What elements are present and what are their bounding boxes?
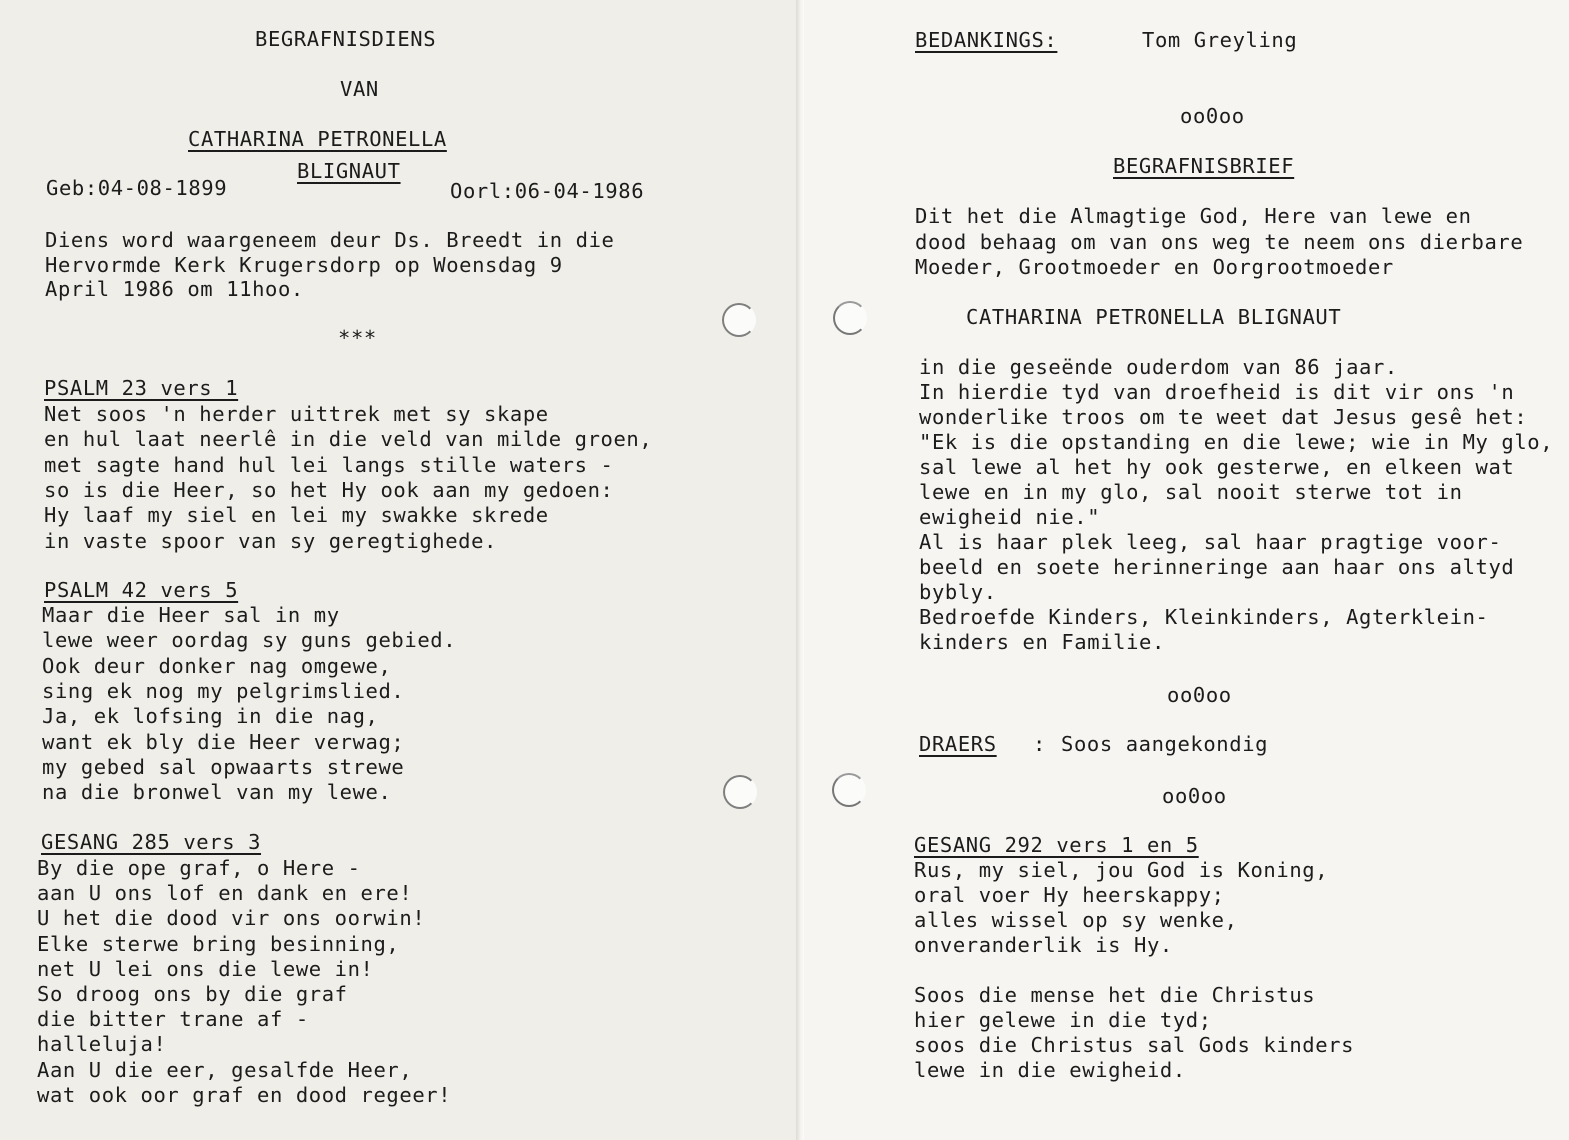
draers-colon: : (1033, 732, 1046, 756)
text-line: "Ek is die opstanding en die lewe; wie in My glo, (919, 430, 1554, 454)
psalm23-heading: PSALM 23 vers 1 (44, 376, 239, 400)
binder-hole (833, 301, 867, 335)
draers-label: DRAERS (919, 732, 997, 756)
service-title: BEGRAFNISDIENS (255, 27, 437, 51)
text-line: lewe en in my glo, sal nooit sterwe tot in (919, 480, 1463, 504)
text-line: Ja, ek lofsing in die nag, (42, 704, 379, 729)
text-line: net U lei ons die lewe in! (37, 956, 374, 981)
birth-date: Geb:04-08-1899 (46, 176, 228, 200)
separator: oo0oo (1162, 784, 1227, 808)
separator: *** (338, 326, 377, 350)
text-line: soos die Christus sal Gods kinders (914, 1033, 1355, 1057)
text-line: alles wissel op sy wenke, (914, 908, 1238, 932)
text-line: lewe weer oordag sy guns gebied. (42, 628, 457, 653)
text-line: Diens word waargeneem deur Ds. Breedt in die (45, 228, 615, 252)
text-line: Moeder, Grootmoeder en Oorgrootmoeder (915, 255, 1394, 279)
text-line: dood behaag om van ons weg te neem ons dierbare (915, 229, 1524, 254)
text-line: Hervormde Kerk Krugersdorp op Woensdag 9 (45, 252, 563, 277)
text-line: In hierdie tyd van droefheid is dit vir ons 'n (919, 380, 1515, 404)
deceased-full-name: CATHARINA PETRONELLA BLIGNAUT (966, 305, 1342, 329)
text-line: hier gelewe in die tyd; (914, 1008, 1212, 1032)
gesang285-heading: GESANG 285 vers 3 (41, 830, 262, 854)
text-line: die bitter trane af - (37, 1007, 309, 1032)
text-line: onveranderlik is Hy. (914, 933, 1173, 957)
van-label: VAN (340, 77, 379, 101)
text-line: in die geseënde ouderdom van 86 jaar. (919, 355, 1398, 379)
text-line: sing ek nog my pelgrimslied. (42, 678, 405, 703)
deceased-name-line1: CATHARINA PETRONELLA (188, 127, 447, 151)
text-line: in vaste spoor van sy geregtighede. (44, 528, 497, 553)
separator: oo0oo (1180, 104, 1245, 128)
gesang292-heading: GESANG 292 vers 1 en 5 (914, 833, 1199, 857)
text-line: want ek bly die Heer verwag; (42, 729, 405, 754)
text-line: Rus, my siel, jou God is Koning, (914, 858, 1329, 882)
text-line: Hy laaf my siel en lei my swakke skrede (44, 503, 549, 528)
text-line: Bedroefde Kinders, Kleinkinders, Agterklein- (919, 605, 1489, 629)
binder-hole (832, 773, 866, 807)
binder-hole (722, 303, 756, 337)
text-line: lewe in die ewigheid. (914, 1058, 1186, 1082)
text-line: So droog ons by die graf (37, 982, 348, 1006)
text-line: wat ook oor graf en dood regeer! (37, 1082, 452, 1107)
text-line: Elke sterwe bring besinning, (37, 931, 400, 956)
text-line: Soos die mense het die Christus (914, 983, 1316, 1007)
text-line: met sagte hand hul lei langs stille waters - (44, 452, 614, 477)
text-line: U het die dood vir ons oorwin! (37, 906, 426, 931)
text-line: Net soos 'n herder uittrek met sy skape (44, 402, 549, 426)
psalm42-heading: PSALM 42 vers 5 (44, 578, 239, 602)
text-line: na die bronwel van my lewe. (42, 780, 392, 805)
draers-text: Soos aangekondig (1061, 732, 1269, 756)
begrafnisbrief-title: BEGRAFNISBRIEF (1113, 154, 1295, 178)
text-line: Maar die Heer sal in my (42, 603, 340, 627)
text-line: ewigheid nie." (919, 505, 1101, 529)
text-line: April 1986 om 11hoo. (45, 277, 304, 301)
text-line: Dit het die Almagtige God, Here van lewe en (915, 204, 1472, 228)
text-line: sal lewe al het hy ook gesterwe, en elkeen wat (919, 455, 1515, 479)
text-line: By die ope graf, o Here - (37, 856, 361, 880)
text-line: en hul laat neerlê in die veld van milde groen, (44, 427, 653, 452)
text-line: bybly. (919, 580, 997, 604)
text-line: my gebed sal opwaarts strewe (42, 754, 405, 779)
separator: oo0oo (1167, 683, 1232, 707)
text-line: Al is haar plek leeg, sal haar pragtige voor- (919, 530, 1502, 554)
text-line: beeld en soete herinneringe aan haar ons altyd (919, 555, 1515, 579)
deceased-name-line2: BLIGNAUT (297, 159, 401, 183)
text-line: wonderlike troos om te weet dat Jesus gesê het: (919, 405, 1528, 429)
text-line: oral voer Hy heerskappy; (914, 883, 1225, 907)
text-line: halleluja! (37, 1032, 167, 1057)
text-line: so is die Heer, so het Hy ook aan my gedoen: (44, 477, 614, 502)
text-line: Ook deur donker nag omgewe, (42, 653, 392, 678)
text-line: Aan U die eer, gesalfde Heer, (37, 1057, 413, 1082)
death-date: Oorl:06-04-1986 (450, 179, 645, 203)
binder-hole (723, 775, 757, 809)
bedankings-label: BEDANKINGS: (915, 28, 1058, 52)
page-fold (796, 0, 804, 1140)
bedankings-name: Tom Greyling (1142, 28, 1298, 52)
text-line: aan U ons lof en dank en ere! (37, 881, 413, 906)
text-line: kinders en Familie. (919, 630, 1165, 654)
